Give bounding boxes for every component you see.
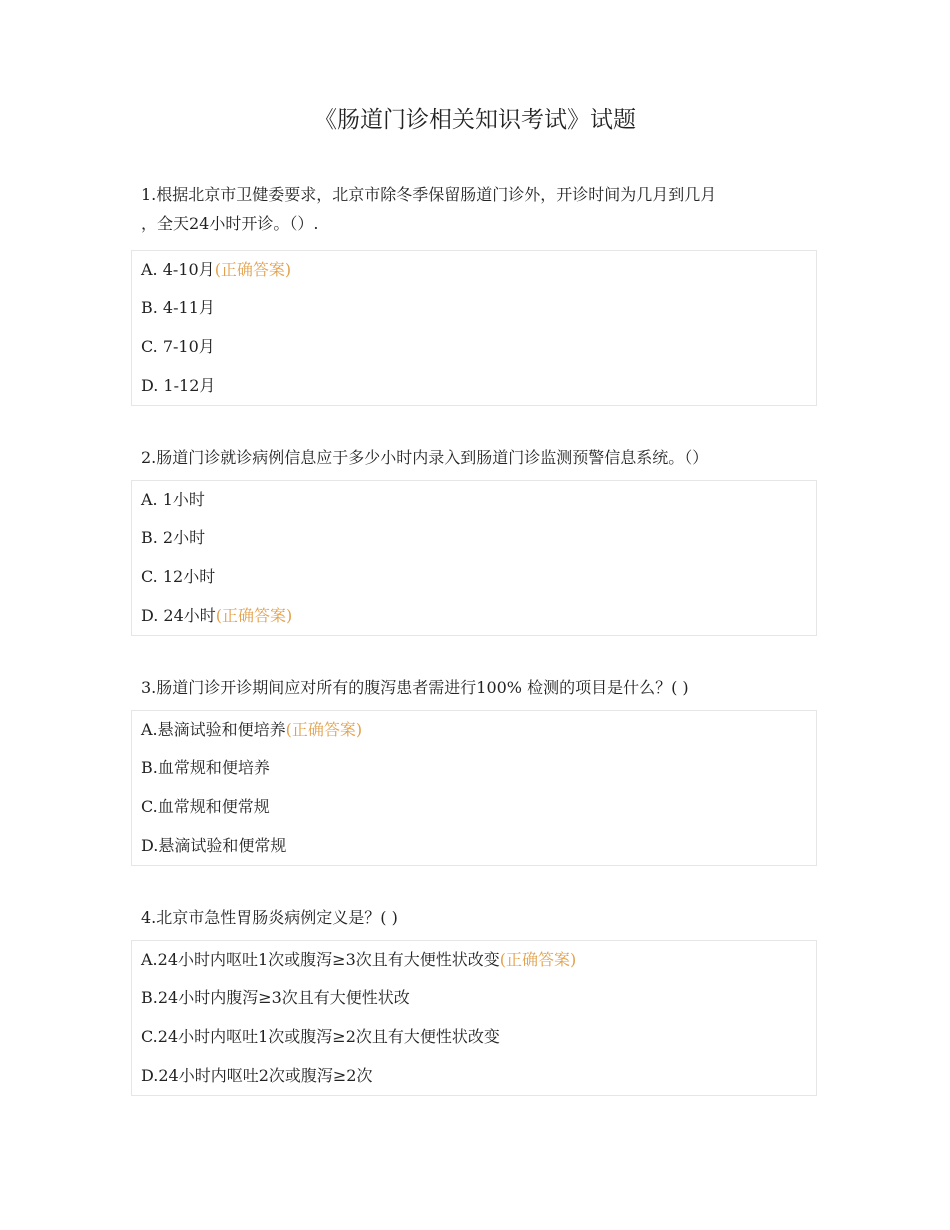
option-label: A. 1小时 <box>141 490 205 509</box>
question-2-option-d[interactable] <box>141 606 292 626</box>
question-4-option-c[interactable] <box>141 1027 500 1047</box>
question-2-options <box>131 480 817 636</box>
question-1-text-line2: ，全天24小时开诊。（）. <box>141 214 319 233</box>
question-4-option-b[interactable] <box>141 988 410 1008</box>
option-label: C. 7-10月 <box>141 337 215 356</box>
correct-answer-mark: (正确答案) <box>214 260 292 279</box>
option-label: D. 24小时 <box>141 606 216 625</box>
question-3-option-d[interactable] <box>141 836 286 856</box>
question-3-options <box>131 710 817 866</box>
question-1 <box>141 180 821 238</box>
question-3-option-c[interactable] <box>141 797 270 817</box>
option-label: B.血常规和便培养 <box>141 758 270 777</box>
question-1-option-b[interactable] <box>141 298 215 318</box>
option-label: B.24小时内腹泻≥3次且有大便性状改 <box>141 988 410 1007</box>
question-4-text: 4.北京市急性胃肠炎病例定义是？( ) <box>141 908 398 927</box>
question-2 <box>141 443 821 472</box>
question-2-option-b[interactable] <box>141 528 205 548</box>
option-label: D.悬滴试验和便常规 <box>141 836 287 855</box>
question-2-text: 2.肠道门诊就诊病例信息应于多少小时内录入到肠道门诊监测预警信息系统。（） <box>141 448 709 467</box>
question-3-text: 3.肠道门诊开诊期间应对所有的腹泻患者需进行100% 检测的项目是什么？( ) <box>141 678 689 697</box>
question-4-options <box>131 940 817 1096</box>
option-label: C. 12小时 <box>141 567 216 586</box>
option-label: C.24小时内呕吐1次或腹泻≥2次且有大便性状改变 <box>141 1027 500 1046</box>
question-2-option-c[interactable] <box>141 567 215 587</box>
option-label: C.血常规和便常规 <box>141 797 270 816</box>
option-label: D.24小时内呕吐2次或腹泻≥2次 <box>141 1066 373 1085</box>
option-label: A.24小时内呕吐1次或腹泻≥3次且有大便性状改变 <box>141 950 500 969</box>
question-1-option-d[interactable] <box>141 376 215 396</box>
correct-answer-mark: (正确答案) <box>215 606 293 625</box>
question-2-option-a[interactable] <box>141 490 205 510</box>
question-1-options <box>131 250 817 406</box>
question-4-option-d[interactable] <box>141 1066 372 1086</box>
question-3-option-b[interactable] <box>141 758 270 778</box>
question-4-option-a[interactable] <box>141 950 576 970</box>
question-1-text-line1: 1.根据北京市卫健委要求，北京市除冬季保留肠道门诊外，开诊时间为几月到几月 <box>141 185 717 204</box>
option-label: A.悬滴试验和便培养 <box>141 720 286 739</box>
option-label: A. 4-10月 <box>141 260 215 279</box>
option-label: D. 1-12月 <box>141 376 216 395</box>
question-4 <box>141 903 821 932</box>
correct-answer-mark: (正确答案) <box>285 720 363 739</box>
question-1-option-c[interactable] <box>141 337 215 357</box>
question-3 <box>141 673 821 702</box>
question-1-option-a[interactable] <box>141 260 291 280</box>
option-label: B. 2小时 <box>141 528 206 547</box>
question-3-option-a[interactable] <box>141 720 362 740</box>
page-title: 《肠道门诊相关知识考试》试题 <box>314 107 636 133</box>
correct-answer-mark: (正确答案) <box>499 950 577 969</box>
option-label: B. 4-11月 <box>141 298 215 317</box>
